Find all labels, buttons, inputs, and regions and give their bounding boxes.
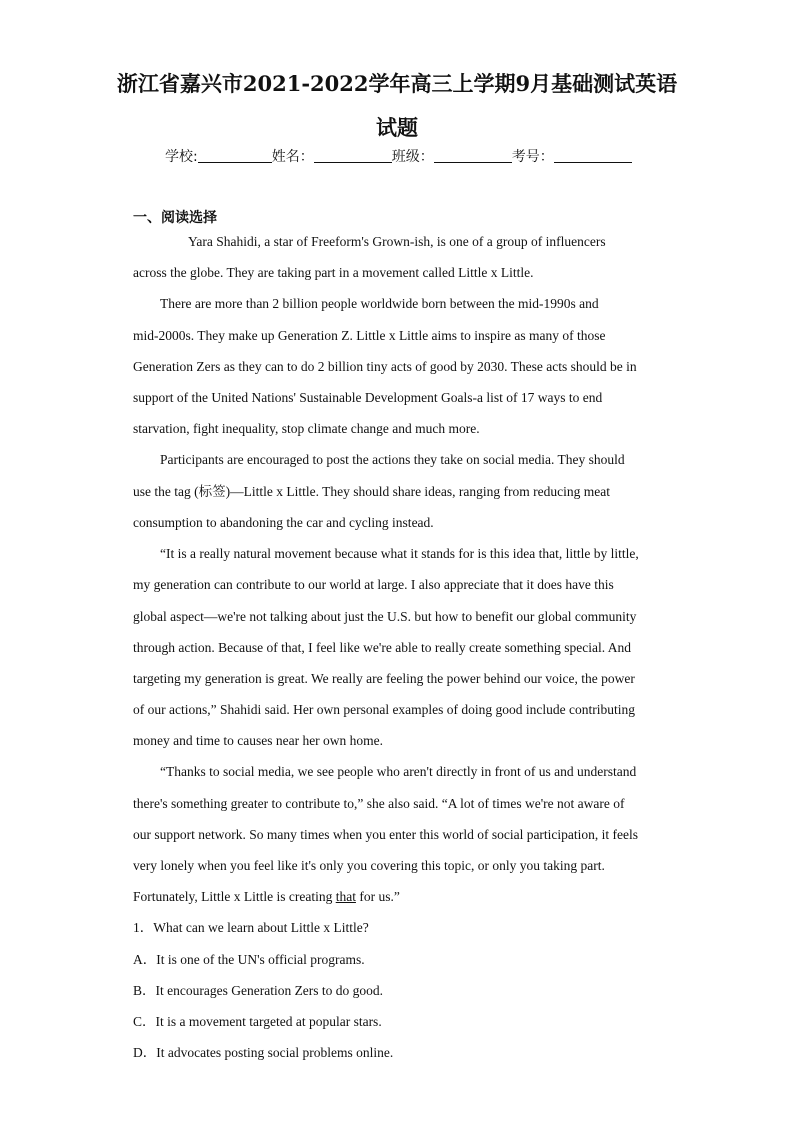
option-d: D．It advocates posting social problems online. [133, 1045, 394, 1060]
passage-line: use the tag (标签)—Little x Little. They should share ideas, ranging from reducing meat [133, 484, 610, 499]
option-a: A．It is one of the UN's official programs. [133, 952, 365, 967]
student-info-line [165, 146, 632, 166]
class-blank [434, 148, 512, 163]
option-c: C．It is a movement targeted at popular stars. [133, 1014, 382, 1029]
passage-line: very lonely when you feel like it's only you covering this topic, or only you taking part. [133, 858, 605, 873]
passage-line: Yara Shahidi, a star of Freeform's Grown-ish, is one of a group of influencers [188, 234, 606, 249]
passage-line: mid-2000s. They make up Generation Z. Little x Little aims to inspire as many of those [133, 328, 606, 343]
passage-line: our support network. So many times when you enter this world of social participation, it feels [133, 827, 639, 842]
passage-text: Fortunately, Little x Little is creating [133, 889, 336, 904]
school-label: 学校: [165, 149, 198, 165]
class-label: 班级： [391, 149, 434, 165]
passage-line: consumption to abandoning the car and cycling instead. [133, 515, 434, 530]
passage-line: money and time to causes near her own home. [133, 733, 384, 748]
passage-line: “Thanks to social media, we see people who aren't directly in front of us and understand [160, 764, 637, 779]
passage-line: there's something greater to contribute to,” she also said. “A lot of times we're not aware of [133, 796, 625, 811]
passage-line: support of the United Nations' Sustainable Development Goals-a list of 17 ways to end [133, 390, 603, 405]
number-label: 考号： [511, 149, 554, 165]
school-blank [198, 148, 272, 163]
passage-line: global aspect—we're not talking about just the U.S. but how to benefit our global community [133, 609, 637, 624]
passage-line: starvation, fight inequality, stop climate change and much more. [133, 421, 480, 436]
page-title-continued: 试题 [376, 115, 418, 140]
passage-text: for us.” [355, 889, 400, 904]
passage-line: through action. Because of that, I feel like we're able to really create something special. And [133, 640, 631, 655]
passage-line: targeting my generation is great. We really are feeling the power behind our voice, the power [133, 671, 635, 686]
question-stem: 1．What can we learn about Little x Little? [133, 920, 369, 935]
name-blank [314, 148, 392, 163]
passage-line: Participants are encouraged to post the actions they take on social media. They should [160, 452, 625, 467]
name-label: 姓名： [271, 149, 314, 165]
passage-line: across the globe. They are taking part in a movement called Little x Little. [133, 265, 534, 280]
passage-line: Generation Zers as they can to do 2 billion tiny acts of good by 2030. These acts should be in [133, 359, 637, 374]
underlined-word: that [335, 889, 356, 904]
passage-line: “It is a really natural movement because what it stands for is this idea that, little by little, [160, 546, 639, 561]
passage-line: of our actions,” Shahidi said. Her own personal examples of doing good include contributing [133, 702, 636, 717]
number-blank [554, 148, 632, 163]
passage-line [133, 888, 400, 906]
passage-line: There are more than 2 billion people worldwide born between the mid-1990s and [160, 296, 599, 311]
option-b: B．It encourages Generation Zers to do good. [133, 983, 384, 998]
passage-line: my generation can contribute to our world at large. I also appreciate that it does have this [133, 577, 614, 592]
page-title: 浙江省嘉兴市2021-2022学年高三上学期9月基础测试英语 [116, 71, 678, 96]
section-heading: 一、阅读选择 [133, 210, 217, 226]
